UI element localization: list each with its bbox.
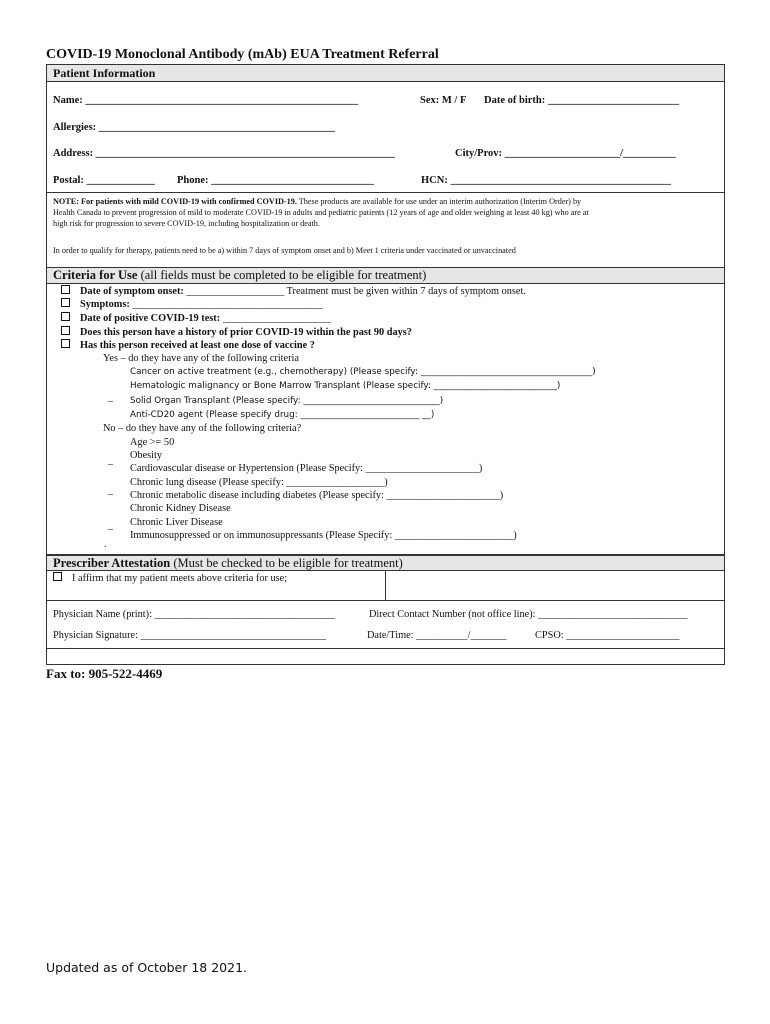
no-item-cardiovascular[interactable]: Cardiovascular disease or Hypertension (Please Specify: ______________________) (130, 463, 483, 474)
no-item-immunosuppressed[interactable]: Immunosuppressed or on immunosuppressants (Please Specify: _______________________) (130, 530, 517, 541)
affirm-checkbox-row[interactable] (53, 572, 287, 584)
patient-information-header (47, 65, 724, 82)
name-field[interactable]: Name: ____________________________________________________ (53, 95, 359, 106)
checkbox-icon[interactable] (61, 326, 70, 335)
criteria-label: Date of positive COVID-19 test: (80, 313, 221, 324)
criteria-label: Does this person have a history of prior COVID-19 within the past 90 days? (80, 327, 412, 338)
physician-name-field[interactable]: Physician Name (print): ___________________________________ (53, 609, 335, 620)
note-divider (47, 192, 724, 193)
no-item-chronic-lung[interactable]: Chronic lung disease (Please specify: ___________________) (130, 477, 388, 488)
criteria-rest: ___________________ Treatment must be given within 7 days of symptom onset. (183, 286, 526, 297)
affirm-bottom-line (47, 600, 724, 601)
criteria-label: Has this person received at least one dose of vaccine ? (80, 340, 315, 351)
criteria-rest: _____________________________________ (129, 299, 323, 310)
note-text-3: high risk for progression to severe COVID-19, including hospitalization or death. (53, 219, 320, 228)
yes-item-solid-organ[interactable]: Solid Organ Transplant (Please specify: _______________________________) (130, 396, 444, 406)
prescriber-note: (Must be checked to be eligible for treatment) (170, 556, 403, 570)
prescriber-header (47, 555, 724, 571)
no-dash-2: _ (108, 485, 113, 496)
phone-field[interactable]: Phone: _______________________________ (177, 175, 374, 186)
criteria-item-vaccine[interactable] (61, 339, 315, 351)
criteria-rest: _____________________ (220, 313, 331, 324)
checkbox-icon[interactable] (61, 339, 70, 348)
note-text (53, 196, 589, 229)
yes-heading: Yes – do they have any of the following criteria (103, 353, 299, 364)
postal-field[interactable]: Postal: _____________ (53, 175, 155, 186)
affirm-text: I affirm that my patient meets above criteria for use; (72, 573, 288, 584)
checkbox-icon[interactable] (61, 285, 70, 294)
allergies-field[interactable]: Allergies: _____________________________________________ (53, 122, 336, 133)
date-of-birth-field[interactable]: Date of birth: _________________________ (484, 95, 680, 106)
no-item-liver[interactable]: Chronic Liver Disease (130, 517, 223, 528)
address-field[interactable]: Address: _________________________________________________________ (53, 148, 395, 159)
no-heading: No – do they have any of the following criteria? (103, 423, 302, 434)
cpso-field[interactable]: CPSO: ______________________ (535, 630, 680, 641)
criteria-item-prior-covid[interactable] (61, 326, 412, 338)
prescriber-title-line (53, 556, 403, 571)
no-item-metabolic[interactable]: Chronic metabolic disease including diabetes (Please specify: ______________________) (130, 490, 504, 501)
criteria-item-symptoms[interactable] (61, 298, 323, 310)
criteria-item-symptom-onset[interactable] (61, 285, 526, 297)
date-time-field[interactable]: Date/Time: __________/_______ (367, 630, 507, 641)
no-dash-1: _ (108, 455, 113, 466)
yes-item-anti-cd20[interactable]: Anti-CD20 agent (Please specify drug: ___________________________ __) (130, 410, 435, 420)
updated-date: Updated as of October 18 2021. (46, 960, 248, 975)
prescriber-title: Prescriber Attestation (53, 556, 171, 570)
no-item-obesity[interactable]: Obesity (130, 450, 163, 461)
criteria-title: Criteria for Use (53, 268, 138, 282)
affirm-divider (385, 571, 386, 600)
yes-dash: _ (108, 392, 113, 403)
yes-item-hematologic[interactable]: Hematologic malignancy or Bone Marrow Transplant (Please specify: ____________________________) (130, 381, 561, 391)
yes-item-cancer[interactable]: Cancer on active treatment (e.g., chemotherapy) (Please specify: _______________________________________) (130, 367, 596, 377)
direct-contact-field[interactable]: Direct Contact Number (not office line): _____________________________ (369, 609, 688, 620)
criteria-section (46, 268, 725, 555)
checkbox-icon[interactable] (61, 312, 70, 321)
criteria-label: Symptoms: (80, 299, 130, 310)
city-prov-field[interactable]: City/Prov: ______________________/__________ (455, 148, 676, 159)
note-bold: NOTE: For patients with mild COVID-19 with confirmed COVID-19. (53, 197, 297, 206)
no-item-age[interactable]: Age >= 50 (130, 437, 175, 448)
no-dash-3: _ (108, 520, 113, 531)
hcn-field[interactable]: HCN: __________________________________________ (421, 175, 671, 186)
sex-field[interactable]: Sex: M / F (420, 95, 467, 106)
trailing-dot: . (104, 539, 107, 550)
qualify-text: In order to qualify for therapy, patients need to be a) within 7 days of symptom onset and b) Meet 1 criteria under vaccinated or unvaccinated (53, 246, 516, 255)
prescriber-bottom-line (47, 648, 724, 649)
no-item-kidney[interactable]: Chronic Kidney Disease (130, 503, 231, 514)
checkbox-icon[interactable] (53, 572, 62, 581)
fax-number: Fax to: 905-522-4469 (46, 666, 163, 681)
physician-signature-field[interactable]: Physician Signature: ____________________________________ (53, 630, 326, 641)
patient-information-section (46, 64, 725, 268)
note-text-2: Health Canada to prevent progression of mild to moderate COVID-19 in adults and pediatric patients (12 years of age and older weighing at least 40 kg) who are at (53, 208, 589, 217)
patient-information-title: Patient Information (53, 66, 156, 80)
prescriber-section (46, 555, 725, 665)
criteria-item-positive-test[interactable] (61, 312, 331, 324)
form-title: COVID-19 Monoclonal Antibody (mAb) EUA Treatment Referral (46, 47, 439, 62)
criteria-header (47, 268, 724, 284)
checkbox-icon[interactable] (61, 298, 70, 307)
criteria-label: Date of symptom onset: (80, 286, 184, 297)
criteria-note: (all fields must be completed to be eligible for treatment) (137, 268, 427, 282)
note-text-1: These products are available for use under an interim authorization (Interim Order) by (296, 197, 582, 206)
criteria-title-line (53, 268, 426, 283)
